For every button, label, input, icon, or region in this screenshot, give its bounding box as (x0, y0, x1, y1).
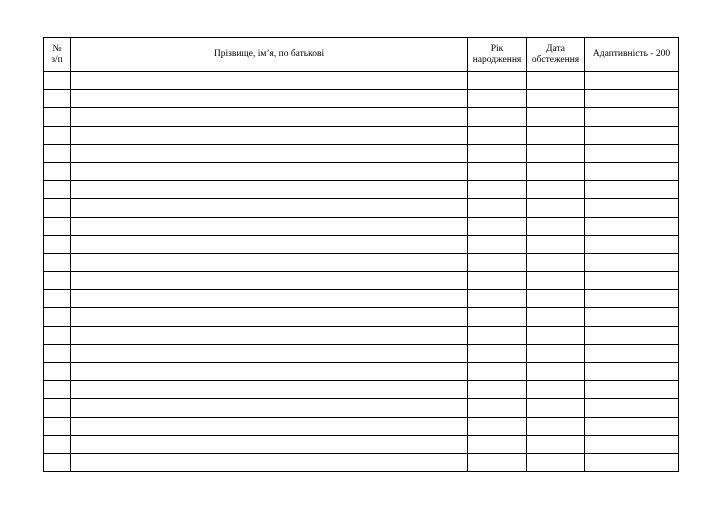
table-row (44, 199, 679, 217)
cell-full-name[interactable] (71, 363, 468, 381)
cell-birth-year[interactable] (468, 90, 527, 108)
cell-full-name[interactable] (71, 290, 468, 308)
register-table (43, 37, 679, 472)
cell-number[interactable] (44, 253, 71, 271)
cell-number[interactable] (44, 381, 71, 399)
cell-full-name[interactable] (71, 435, 468, 453)
cell-adaptivity[interactable] (585, 326, 679, 344)
cell-adaptivity[interactable] (585, 308, 679, 326)
table-row (44, 435, 679, 453)
table-row (44, 253, 679, 271)
cell-adaptivity[interactable] (585, 144, 679, 162)
cell-number[interactable] (44, 326, 71, 344)
cell-exam-date[interactable] (527, 435, 585, 453)
table-row (44, 235, 679, 253)
header-number (44, 38, 71, 72)
cell-full-name[interactable] (71, 217, 468, 235)
table-row (44, 363, 679, 381)
cell-adaptivity[interactable] (585, 217, 679, 235)
table-row (44, 144, 679, 162)
table-row (44, 217, 679, 235)
table-row (44, 453, 679, 471)
cell-adaptivity[interactable] (585, 235, 679, 253)
cell-full-name[interactable] (71, 108, 468, 126)
cell-birth-year[interactable] (468, 399, 527, 417)
cell-full-name[interactable] (71, 235, 468, 253)
cell-birth-year[interactable] (468, 417, 527, 435)
cell-full-name[interactable] (71, 399, 468, 417)
cell-number[interactable] (44, 399, 71, 417)
cell-number[interactable] (44, 272, 71, 290)
cell-birth-year[interactable] (468, 217, 527, 235)
cell-adaptivity[interactable] (585, 181, 679, 199)
header-exam-date-label: Дата обстеження (531, 43, 580, 65)
cell-number[interactable] (44, 217, 71, 235)
cell-exam-date[interactable] (527, 253, 585, 271)
cell-exam-date[interactable] (527, 72, 585, 90)
cell-number[interactable] (44, 344, 71, 362)
cell-exam-date[interactable] (527, 308, 585, 326)
cell-number[interactable] (44, 144, 71, 162)
cell-adaptivity[interactable] (585, 72, 679, 90)
table-row (44, 126, 679, 144)
cell-full-name[interactable] (71, 417, 468, 435)
cell-birth-year[interactable] (468, 290, 527, 308)
table-row (44, 72, 679, 90)
cell-exam-date[interactable] (527, 326, 585, 344)
header-number-label: № з/п (51, 43, 63, 65)
cell-full-name[interactable] (71, 344, 468, 362)
cell-adaptivity[interactable] (585, 108, 679, 126)
table-row (44, 90, 679, 108)
cell-full-name[interactable] (71, 162, 468, 180)
cell-birth-year[interactable] (468, 181, 527, 199)
cell-adaptivity[interactable] (585, 90, 679, 108)
cell-adaptivity[interactable] (585, 290, 679, 308)
cell-full-name[interactable] (71, 126, 468, 144)
cell-exam-date[interactable] (527, 453, 585, 471)
cell-adaptivity[interactable] (585, 363, 679, 381)
cell-birth-year[interactable] (468, 308, 527, 326)
cell-birth-year[interactable] (468, 453, 527, 471)
cell-exam-date[interactable] (527, 235, 585, 253)
cell-adaptivity[interactable] (585, 199, 679, 217)
cell-number[interactable] (44, 417, 71, 435)
cell-exam-date[interactable] (527, 272, 585, 290)
header-exam-date (527, 38, 585, 72)
cell-exam-date[interactable] (527, 144, 585, 162)
cell-adaptivity[interactable] (585, 435, 679, 453)
cell-birth-year[interactable] (468, 144, 527, 162)
cell-adaptivity[interactable] (585, 272, 679, 290)
cell-adaptivity[interactable] (585, 253, 679, 271)
cell-full-name[interactable] (71, 90, 468, 108)
cell-exam-date[interactable] (527, 344, 585, 362)
cell-birth-year[interactable] (468, 272, 527, 290)
table-body (44, 72, 679, 472)
cell-number[interactable] (44, 363, 71, 381)
cell-number[interactable] (44, 108, 71, 126)
cell-exam-date[interactable] (527, 90, 585, 108)
cell-exam-date[interactable] (527, 108, 585, 126)
cell-adaptivity[interactable] (585, 126, 679, 144)
cell-full-name[interactable] (71, 181, 468, 199)
cell-full-name[interactable] (71, 326, 468, 344)
cell-adaptivity[interactable] (585, 344, 679, 362)
cell-birth-year[interactable] (468, 344, 527, 362)
header-birth-year (468, 38, 527, 72)
cell-birth-year[interactable] (468, 381, 527, 399)
cell-birth-year[interactable] (468, 435, 527, 453)
cell-number[interactable] (44, 308, 71, 326)
header-birth-year-label: Рік народження (472, 43, 522, 65)
cell-adaptivity[interactable] (585, 453, 679, 471)
cell-exam-date[interactable] (527, 417, 585, 435)
header-adaptivity (585, 38, 679, 72)
cell-number[interactable] (44, 435, 71, 453)
cell-number[interactable] (44, 181, 71, 199)
cell-exam-date[interactable] (527, 181, 585, 199)
cell-birth-year[interactable] (468, 126, 527, 144)
cell-exam-date[interactable] (527, 126, 585, 144)
cell-birth-year[interactable] (468, 363, 527, 381)
cell-exam-date[interactable] (527, 199, 585, 217)
cell-birth-year[interactable] (468, 72, 527, 90)
cell-full-name[interactable] (71, 308, 468, 326)
cell-full-name[interactable] (71, 199, 468, 217)
table-row (44, 399, 679, 417)
cell-full-name[interactable] (71, 72, 468, 90)
cell-adaptivity[interactable] (585, 381, 679, 399)
cell-birth-year[interactable] (468, 162, 527, 180)
cell-number[interactable] (44, 72, 71, 90)
cell-full-name[interactable] (71, 144, 468, 162)
cell-birth-year[interactable] (468, 199, 527, 217)
cell-exam-date[interactable] (527, 381, 585, 399)
cell-exam-date[interactable] (527, 363, 585, 381)
cell-exam-date[interactable] (527, 399, 585, 417)
table-row (44, 326, 679, 344)
cell-exam-date[interactable] (527, 162, 585, 180)
table-row (44, 272, 679, 290)
cell-full-name[interactable] (71, 272, 468, 290)
cell-birth-year[interactable] (468, 108, 527, 126)
cell-number[interactable] (44, 199, 71, 217)
cell-exam-date[interactable] (527, 290, 585, 308)
table-row (44, 308, 679, 326)
header-full-name (71, 38, 468, 72)
cell-exam-date[interactable] (527, 217, 585, 235)
cell-birth-year[interactable] (468, 253, 527, 271)
table-row (44, 344, 679, 362)
cell-adaptivity[interactable] (585, 399, 679, 417)
header-full-name-label: Прізвище, ім’я, по батькові (213, 49, 325, 59)
cell-adaptivity[interactable] (585, 162, 679, 180)
header-adaptivity-label: Адаптивність - 200 (592, 49, 671, 59)
table-row (44, 162, 679, 180)
cell-full-name[interactable] (71, 253, 468, 271)
cell-number[interactable] (44, 162, 71, 180)
cell-number[interactable] (44, 235, 71, 253)
cell-adaptivity[interactable] (585, 417, 679, 435)
table-row (44, 417, 679, 435)
cell-number[interactable] (44, 453, 71, 471)
cell-full-name[interactable] (71, 381, 468, 399)
cell-birth-year[interactable] (468, 235, 527, 253)
cell-full-name[interactable] (71, 453, 468, 471)
table-row (44, 108, 679, 126)
cell-number[interactable] (44, 90, 71, 108)
cell-number[interactable] (44, 126, 71, 144)
cell-birth-year[interactable] (468, 326, 527, 344)
table-row (44, 290, 679, 308)
table-row (44, 381, 679, 399)
cell-number[interactable] (44, 290, 71, 308)
header-row (44, 38, 679, 72)
table-row (44, 181, 679, 199)
